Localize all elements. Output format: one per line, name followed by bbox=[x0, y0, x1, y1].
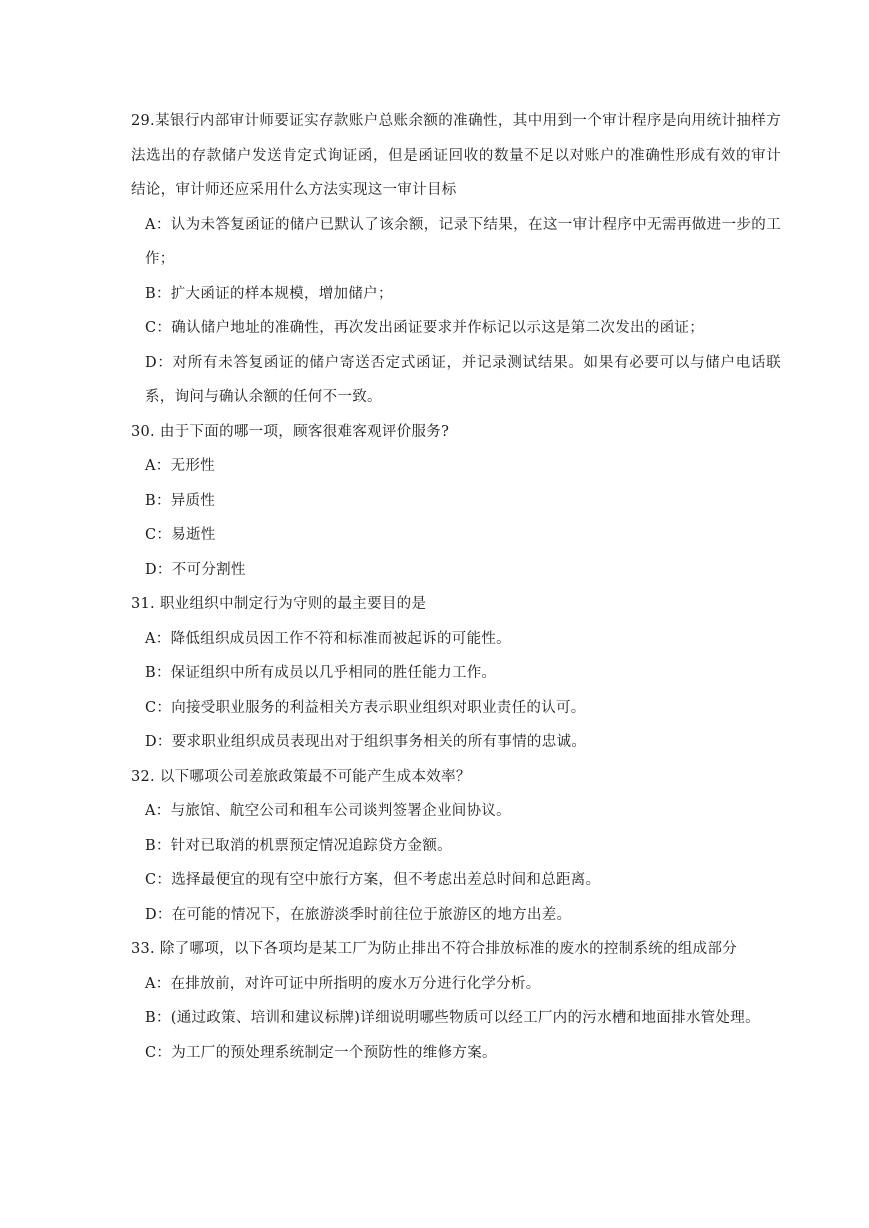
option-b: B：针对已取消的机票预定情况追踪贷方金额。 bbox=[145, 837, 452, 854]
option-b: B：扩大函证的样本规模，增加储户； bbox=[145, 285, 393, 302]
option-c: C：为工厂的预处理系统制定一个预防性的维修方案。 bbox=[145, 1044, 497, 1061]
option-c: C：易逝性 bbox=[145, 527, 216, 543]
question-33 bbox=[131, 932, 781, 1070]
option-a: A：无形性 bbox=[145, 458, 215, 474]
question-32 bbox=[131, 760, 781, 933]
option-b: B：异质性 bbox=[145, 492, 216, 509]
option-d: D：不可分割性 bbox=[145, 561, 246, 578]
option-c: C：确认储户地址的准确性，再次发出函证要求并作标记以示这是第二次发出的函证； bbox=[145, 320, 704, 336]
option-b: B：(通过政策、培训和建议标牌)详细说明哪些物质可以经工厂内的污水槽和地面排水管处理。 bbox=[145, 1010, 760, 1026]
question-stem: 32. 以下哪项公司差旅政策最不可能产生成本效率？ bbox=[131, 768, 471, 785]
option-d: D：对所有未答复函证的储户寄送否定式函证，并记录测试结果。如果有必要可以与储户电话联系，询问与确认余额的任何不一致。 bbox=[145, 354, 781, 405]
question-stem: 29.某银行内部审计师要证实存款账户总账余额的准确性，其中用到一个审计程序是向用统计抽样方法选出的存款储户发送肯定式询证函，但是函证回收的数量不足以对账户的准确性形成有效的审计结论，审计师还应采用什么方法实现这一审计目标 bbox=[131, 113, 781, 198]
option-a: A：与旅馆、航空公司和租车公司谈判签署企业间协议。 bbox=[145, 803, 511, 819]
option-c: C：选择最便宜的现有空中旅行方案，但不考虑出差总时间和总距离。 bbox=[145, 872, 601, 888]
option-a: A：降低组织成员因工作不符和标准而被起诉的可能性。 bbox=[145, 630, 511, 647]
option-c: C：向接受职业服务的利益相关方表示职业组织对职业责任的认可。 bbox=[145, 699, 586, 716]
question-stem: 31. 职业组织中制定行为守则的最主要目的是 bbox=[131, 596, 427, 612]
option-d: D：要求职业组织成员表现出对于组织事务相关的所有事情的忠诚。 bbox=[145, 734, 587, 750]
question-29 bbox=[131, 104, 781, 415]
question-30 bbox=[131, 415, 781, 588]
question-stem: 30. 由于下面的哪一项，顾客很难客观评价服务? bbox=[131, 423, 450, 440]
option-d: D：在可能的情况下，在旅游淡季时前往位于旅游区的地方出差。 bbox=[145, 906, 572, 923]
question-stem: 33. 除了哪项，以下各项均是某工厂为防止排出不符合排放标准的废水的控制系统的组成部分 bbox=[131, 941, 738, 957]
option-a: A：认为未答复函证的储户已默认了该余额，记录下结果，在这一审计程序中无需再做进一步的工作； bbox=[145, 216, 781, 267]
question-31 bbox=[131, 587, 781, 760]
option-b: B：保证组织中所有成员以几乎相同的胜任能力工作。 bbox=[145, 665, 497, 681]
option-a: A：在排放前，对许可证中所指明的废水万分进行化学分析。 bbox=[145, 975, 541, 992]
question-list bbox=[131, 104, 781, 1070]
